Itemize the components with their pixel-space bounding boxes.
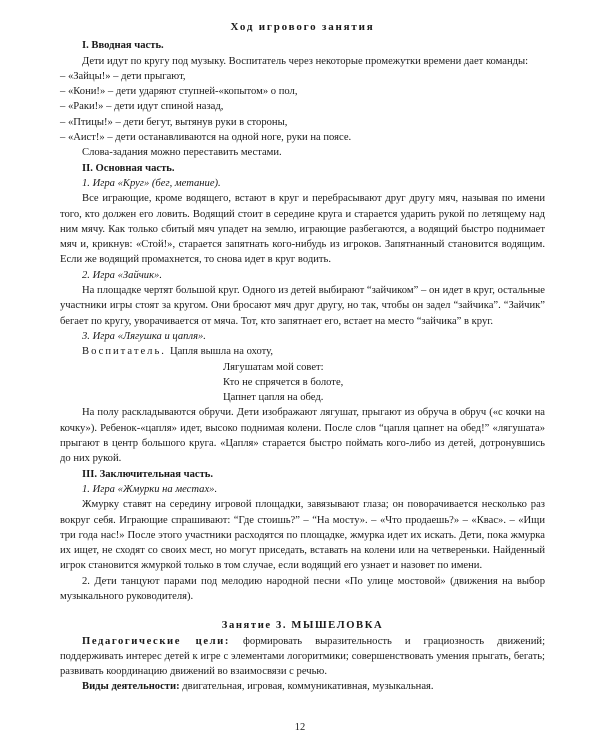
final-game1-title: 1. Игра «Жмурки на местах». xyxy=(82,483,218,495)
speaker-label: Воспитатель. xyxy=(82,346,166,358)
verse-line: Лягушатам мой совет: xyxy=(223,361,324,373)
intro-heading: I. Вводная часть. xyxy=(82,40,164,52)
game3-title: 3. Игра «Лягушка и цапля». xyxy=(82,330,206,342)
final-heading: III. Заключительная часть. xyxy=(82,468,214,480)
verse-line: Кто не спрячется в болоте, xyxy=(223,376,344,388)
game1-title: 1. Игра «Круг» (бег, метание). xyxy=(82,177,221,189)
page-title: Ход игрового занятия xyxy=(230,21,375,33)
command-item: – «Кони!» – дети ударяют ступней-«копытом» о пол, xyxy=(60,86,298,98)
activities-text: двигательная, игровая, коммуникативная, музыкальная. xyxy=(182,681,434,693)
game1-text: Все играющие, кроме водящего, встают в круг и перебрасывают друг другу мяч, называя по имени того, кто должен его ловить. Водящий стоит в середине круга и старается ударить рукой по летящему над ним мячу. Как только сбитый мяч упадет на землю, играющие разбегаются, а водящий быстро поднимает мяч и, крикнув: «Стой!», старается запятнать кого-нибудь из игроков. Запятнанный становится водящим. Если же водящий промахнется, то снова идет в круг водить. xyxy=(60,193,545,266)
final-game1-text: Жмурку ставят на середину игровой площадки, завязывают глаза; он поворачивается несколько раз вокруг себя. Играющие спрашивают: “Где стоишь?” – “На мосту». – «Что продаешь?» – «Квас». – «Ищи три года нас!» После этого участники расходятся по площадке, жмурка идет их искать. Дети, пока жмурка их ищет, не сходят со своих мест, но могут приседать, вставать на колени или на четвереньки. Найденный игрок становится жмуркой только в том случае, если водящий его узнает и назовет по имени. xyxy=(60,499,545,572)
verse-line: Цапля вышла на охоту, xyxy=(169,346,274,358)
command-item: – «Раки!» – дети идут спиной назад, xyxy=(60,101,224,113)
goals-label: Педагогические цели: xyxy=(82,635,231,647)
spacer xyxy=(60,604,545,618)
intro-text: Дети идут по кругу под музыку. Воспитатель через некоторые промежутки времени дает команды: xyxy=(82,55,529,67)
activities-label: Виды деятельности: xyxy=(82,681,180,693)
intro-note: Слова-задания можно переставить местами. xyxy=(82,147,282,159)
page-number: 12 xyxy=(294,722,306,733)
final-item2-text: 2. Дети танцуют парами под мелодию народной песни «По улице мостовой» (движения на выбор музыкального руководителя). xyxy=(60,575,545,602)
goals-text: формировать выразительность и грациозность движений; поддерживать интерес детей к игре с элементами логоритмики; совершенствовать умения прыгать, бегать; развивать координацию движений во взаимосвязи с речью. xyxy=(60,635,546,678)
verse-line: Цапнет цапля на обед. xyxy=(223,392,324,404)
main-heading: II. Основная часть. xyxy=(82,162,175,174)
command-item: – «Зайцы!» – дети прыгают, xyxy=(60,70,186,82)
lesson3-activities xyxy=(60,679,545,694)
page-body xyxy=(60,20,545,695)
poem-first-row xyxy=(60,344,545,359)
command-item: – «Аист!» – дети останавливаются на одной ноге, руки на поясе. xyxy=(60,132,352,144)
command-item: – «Птицы!» – дети бегут, вытянув руки в стороны, xyxy=(60,116,288,128)
game2-title: 2. Игра «Зайчик». xyxy=(82,269,163,281)
game2-text: На площадке чертят большой круг. Одного из детей выбирают “зайчиком” – он идет в круг, остальные участники игры стоят за кругом. Они бросают мяч друг другу, но так, чтобы он задел “зайчика”. “Зайчик” бегает по кругу, уворачивается от мяча. Тот, кто запятнает его, встает на место “зайчика” в круг. xyxy=(60,285,545,327)
game3-text: На полу раскладываются обручи. Дети изображают лягушат, прыгают из обруча в обруч («с кочки на кочку»). Ребенок-«цапля» идет, высоко поднимая колени. После слов “цапля цапнет на обед!” «лягушата» прыгают в центр большого круга. «Цапля» старается быстро поймать кого-либо из детей, дотронувшись до них рукой. xyxy=(60,407,545,465)
lesson3-title: Занятие 3. МЫШЕЛОВКА xyxy=(221,620,384,632)
lesson3-goals xyxy=(60,634,545,680)
